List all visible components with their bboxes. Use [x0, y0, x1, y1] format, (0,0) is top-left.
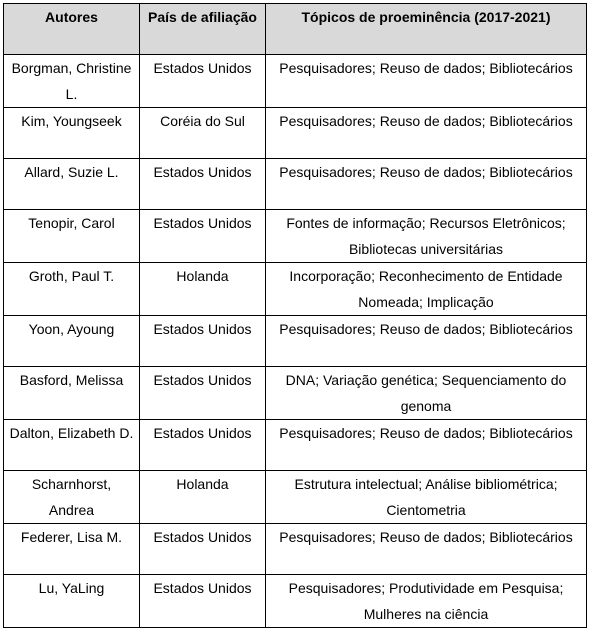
table-header — [4, 4, 587, 55]
header-authors: Autores — [4, 4, 140, 55]
table-row — [4, 263, 587, 316]
country-cell: Estados Unidos — [140, 367, 266, 420]
table-row — [4, 420, 587, 471]
table-row — [4, 210, 587, 263]
author-cell: Yoon, Ayoung — [4, 316, 140, 367]
table-body — [4, 55, 587, 628]
header-country: País de afiliação — [140, 4, 266, 55]
country-cell: Estados Unidos — [140, 316, 266, 367]
table-row — [4, 159, 587, 210]
author-cell: Lu, YaLing — [4, 575, 140, 628]
authors-table — [3, 3, 587, 628]
country-cell: Estados Unidos — [140, 575, 266, 628]
topics-cell: Pesquisadores; Reuso de dados; Bibliotecários — [266, 55, 587, 108]
topics-cell: Pesquisadores; Reuso de dados; Bibliotecários — [266, 108, 587, 159]
author-cell: Federer, Lisa M. — [4, 524, 140, 575]
country-cell: Estados Unidos — [140, 55, 266, 108]
table-row — [4, 471, 587, 524]
country-cell: Estados Unidos — [140, 210, 266, 263]
header-row — [4, 4, 587, 55]
country-cell: Estados Unidos — [140, 524, 266, 575]
author-cell: Basford, Melissa — [4, 367, 140, 420]
author-cell: Dalton, Elizabeth D. — [4, 420, 140, 471]
topics-cell: Pesquisadores; Reuso de dados; Bibliotecários — [266, 159, 587, 210]
topics-cell: Pesquisadores; Reuso de dados; Bibliotecários — [266, 420, 587, 471]
author-cell: Allard, Suzie L. — [4, 159, 140, 210]
country-cell: Estados Unidos — [140, 420, 266, 471]
table-row — [4, 524, 587, 575]
topics-cell: Fontes de informação; Recursos Eletrônicos; Bibliotecas universitárias — [266, 210, 587, 263]
table-row — [4, 316, 587, 367]
country-cell: Estados Unidos — [140, 159, 266, 210]
table-row — [4, 367, 587, 420]
author-cell: Scharnhorst, Andrea — [4, 471, 140, 524]
topics-cell: Pesquisadores; Reuso de dados; Bibliotecários — [266, 316, 587, 367]
author-cell: Borgman, Christine L. — [4, 55, 140, 108]
country-cell: Holanda — [140, 471, 266, 524]
header-topics: Tópicos de proeminência (2017-2021) — [266, 4, 587, 55]
table-row — [4, 55, 587, 108]
table-row — [4, 108, 587, 159]
country-cell: Coréia do Sul — [140, 108, 266, 159]
topics-cell: Incorporação; Reconhecimento de Entidade Nomeada; Implicação — [266, 263, 587, 316]
topics-cell: Pesquisadores; Reuso de dados; Bibliotecários — [266, 524, 587, 575]
author-cell: Tenopir, Carol — [4, 210, 140, 263]
topics-cell: DNA; Variação genética; Sequenciamento do genoma — [266, 367, 587, 420]
topics-cell: Pesquisadores; Produtividade em Pesquisa; Mulheres na ciência — [266, 575, 587, 628]
topics-cell: Estrutura intelectual; Análise bibliométrica; Cientometria — [266, 471, 587, 524]
country-cell: Holanda — [140, 263, 266, 316]
table-row — [4, 575, 587, 628]
author-cell: Groth, Paul T. — [4, 263, 140, 316]
author-cell: Kim, Youngseek — [4, 108, 140, 159]
